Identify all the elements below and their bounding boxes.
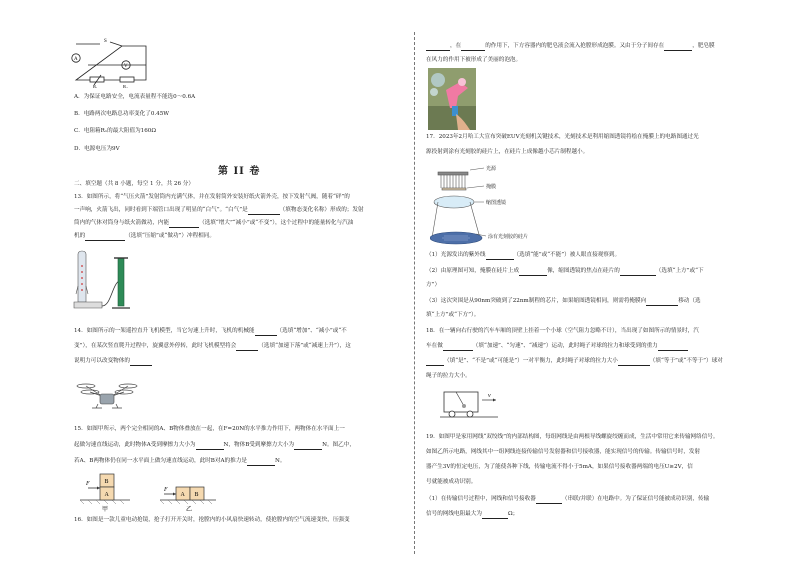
fig15-caption-b: 乙 (186, 507, 193, 512)
lithography-wafer-label: 涂有光刻胶的硅片 (488, 234, 529, 240)
fig15-right-block: B (194, 492, 199, 498)
q19-line2: 如图乙所示电路，网线其中一组网线连接传输信号发射器和信号接收器，能实现信号的传输。传输信号时，发射 (426, 449, 701, 455)
section-subtitle: 二、填空题（共 8 小题，每空 1 分，共 26 分） (74, 181, 194, 187)
q17-item2-cont: 方”） (426, 282, 441, 288)
lithography-diagram (430, 164, 554, 250)
fig15-left-block: A (180, 492, 185, 498)
fig15-top-block: B (104, 479, 109, 485)
q13-line3: 筒内的气体对筒身与纸火箭做功，内能 （选填“增大”“减小”或“不变”），这个过程中的能量转化与汽油 (74, 220, 354, 226)
q19-line6: 信号的网线电阻最大为 Ω； (426, 511, 519, 517)
q19-line4: 号就能被成功识别。 (426, 479, 477, 485)
fig15-bottom-block: A (104, 492, 109, 498)
q14-line2: 变”），在某次竖直爬升过程中，旋翼意外停转，此时飞机模型将会 （选填“加速下落”或“减速上升”），这 (74, 343, 351, 349)
rocket-pump-figure (72, 250, 147, 315)
lithography-lens-label: 缩图透镜 (486, 200, 507, 206)
section-title: 第 II 卷 (218, 166, 261, 177)
q17-item2: （2）由原理图可知，掩膜在硅片上成 像，缩图透镜的焦点在硅片的 （选填“上方”或“下 (426, 268, 704, 274)
q16-line1: 16．如图是一款儿童电动抢镜，抢子打开开关时，抢膛内的小风扇快速转动，使抢膛内的空气流速变快，压强变 (74, 517, 350, 523)
q17-line2: 源投射到涂有光刻胶的硅片上，在硅片上成像越小芯片制程越小。 (426, 149, 589, 155)
q17-item1: （1）光源发出的紫外线 （选填“能”或“不能”）被人眼直接观察到。 (426, 252, 621, 258)
q17-item3: （3）这次突围是从90nm突破到了22nm制程的芯片，如果缩图透镜相同，则需将掩膜向 移动（选 (426, 298, 701, 304)
q13-line1: 13．如图所示，将“气压火箭”发射筒内充满气体，并在发射筒外安装好纸火箭外壳，按下发射气阀，随着“砰”的 (74, 194, 350, 200)
circuit-ammeter-label: A (74, 57, 78, 62)
right-column (412, 0, 794, 562)
cart-figure (440, 386, 504, 420)
circuit-switch-label: S (104, 39, 107, 44)
fig15-force-b: F (164, 487, 168, 493)
lithography-light-label: 光源 (486, 166, 497, 172)
lithography-mask-label: 掩膜 (486, 184, 497, 190)
q18-line1: 18．在一辆向右行驶的汽车车厢的顶壁上挂着一个小球（空气阻力忽略不计），当出现了如图所示的情景时，汽 (426, 328, 699, 334)
q16-line2: ，在 的作用下，下方容器内的肥皂液会流入抢膛形成泡膜。又由于分子间存在 ，肥皂膜 (426, 42, 715, 51)
q15-line3: 若A、B两物体仍在同一水平面上做匀速直线运动，此时B对A的推力是 N。 (74, 458, 286, 464)
q19-line3: 器产生3V的恒定电压，为了能使各种下线，传输电流不得小于5mA，如果信号接收器两端的电压U≥2V，信 (426, 464, 693, 470)
option-d: D．电源电压为9V (74, 146, 120, 152)
q18-line4: 绳子的拉力大小。 (426, 373, 471, 379)
q16-line3: 在风力的作用下被形成了美丽的泡泡。 (426, 57, 522, 63)
cart-velocity-label: v (488, 393, 491, 399)
q19-line1: 19．如图甲是家用网线“双绞线”的内部结构图，每组网线是由两根导线螺旋绞缠而成，生活中常用它来传输网络信号。 (426, 434, 719, 440)
circuit-diagram (66, 38, 156, 88)
q17-line1: 17．2023年2月哈工大宣布突破EUV光刻机关键技术，光刻技术是利用缩图透镜将绘在掩膜上的电路图通过光 (426, 134, 699, 140)
option-c: C．电阻箱R₁的最大阻值为160Ω (74, 128, 156, 134)
circuit-voltmeter-label: V (124, 64, 128, 69)
q15-line2: 起做匀速直线运动，此时物体A受到摩擦力大小为 N，物体B受到摩擦力大小为 N。图乙中， (74, 442, 355, 448)
q18-line2: 车在做 （填“加速”、“匀速”、“减速”）运动，此时绳子对球的拉力和球受到的重力 (426, 342, 688, 351)
q17-item3-cont: 填“上方”或“下方”）。 (426, 312, 480, 318)
bubble-gun-photo (428, 68, 476, 130)
q14-line1: 14．如图所示的一架遥控直升飞机模型，当它匀速上升时，飞机的机械能 （选填“增加”、“减小”或“不 (74, 328, 347, 334)
q19-line5: （1）在传输信号过程中，网线和信号接收器 （串联/并联）在电路中。为了保证信号能被成功识别，传输 (426, 496, 710, 502)
circuit-r1-label: R₁ (93, 84, 98, 88)
q13-line2: 一声响，火箭飞出，同时看到下端管口出现了明显的“白气”。“白气”是 （填物态变化名称）形成的；发射 (74, 207, 364, 213)
q13-line4: 机的 （选填“压缩”或“做功”）冲程相同。 (74, 233, 215, 239)
drone-figure (76, 380, 138, 410)
fig15-caption-a: 甲 (102, 507, 109, 512)
option-a: A．为保证电路安全，电流表量程不能选0～0.6A (74, 94, 196, 100)
q14-line3: 说明力可以改变物体的 (74, 357, 152, 366)
circuit-r2-label: R₂ (123, 84, 128, 88)
fig15-force-a: F (86, 481, 90, 487)
blocks-figure (80, 470, 220, 512)
q18-line3: （填“是”、“不是”或“可能是”）一对平衡力，此时绳子对球的拉力大小 （填“等于”或“不等于”）球对 (426, 357, 723, 366)
option-b: B．电路两次电路总功率变化了0.45W (74, 111, 170, 117)
q15-line1: 15．如图甲所示，两个完全相同的A、B物体叠放在一起，在F=20N的水平推力作用下，两物体在水平面上一 (74, 426, 345, 432)
